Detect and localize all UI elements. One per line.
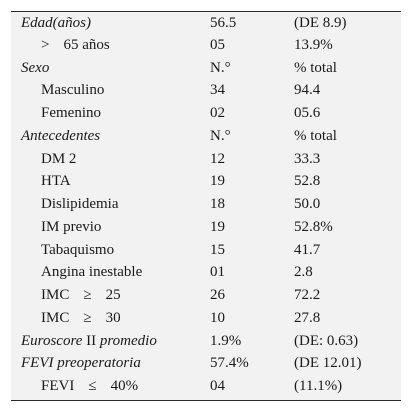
data-table [11, 11, 401, 401]
table-row-antecedentes-header [11, 125, 401, 147]
row-label-prefix: FEVI [41, 378, 75, 394]
row-label: Masculino [41, 82, 105, 98]
column-header-percent: % total [294, 60, 337, 76]
row-extra: 27.8 [294, 310, 321, 326]
table-row-dm2 [11, 148, 401, 170]
table-row-dislipidemia [11, 193, 401, 215]
column-header-n: N.° [210, 60, 231, 76]
row-extra: 13.9% [294, 37, 333, 53]
row-label-text: 30 [105, 310, 121, 326]
row-extra: 05.6 [294, 105, 321, 121]
column-header-n: N.° [210, 128, 231, 144]
table-row-masculino [11, 79, 401, 101]
row-label: FEVI preoperatoria [21, 355, 141, 371]
row-value: 18 [210, 196, 225, 212]
row-extra: 50.0 [294, 196, 321, 212]
row-label [41, 284, 121, 306]
table-row-angina-inestable [11, 261, 401, 283]
row-label-italic: Euroscore [21, 333, 83, 349]
table-row-tabaquismo [11, 239, 401, 261]
table-row-imc-25 [11, 284, 401, 306]
row-label-italic: promedio [99, 333, 157, 349]
row-value: 19 [210, 219, 225, 235]
row-label-text: 40% [110, 378, 139, 394]
row-label [41, 34, 110, 56]
table-row-sexo-header [11, 57, 401, 79]
row-value: 57.4% [210, 355, 249, 371]
row-extra: (DE 12.01) [294, 355, 362, 371]
row-value: 19 [210, 173, 225, 189]
row-label: Dislipidemia [41, 196, 119, 212]
row-label: Edad(años) [21, 15, 91, 31]
table-bottom-rule [11, 400, 401, 401]
row-label: DM 2 [41, 151, 77, 167]
row-extra: 94.4 [294, 82, 321, 98]
row-extra: 52.8 [294, 173, 321, 189]
row-value: 02 [210, 105, 225, 121]
row-value: 01 [210, 264, 225, 280]
table-row-femenino [11, 102, 401, 124]
row-label-plain: II [82, 333, 100, 349]
section-label: Sexo [21, 60, 50, 76]
row-value: 1.9% [210, 333, 242, 349]
section-label: Antecedentes [21, 128, 101, 144]
greater-than-symbol: > [41, 37, 50, 53]
row-label-text: 65 años [63, 37, 110, 53]
row-extra: 52.8% [294, 219, 333, 235]
column-header-percent: % total [294, 128, 337, 144]
row-value: 05 [210, 37, 225, 53]
less-equal-symbol: ≤ [88, 378, 97, 394]
row-value: 04 [210, 378, 225, 394]
row-label: Angina inestable [41, 264, 143, 280]
row-value: 10 [210, 310, 225, 326]
row-value: 15 [210, 242, 225, 258]
row-label-text: 25 [105, 287, 121, 303]
table-row-hta [11, 170, 401, 192]
row-label-prefix: IMC [41, 310, 70, 326]
row-value: 56.5 [210, 15, 237, 31]
row-extra: 2.8 [294, 264, 313, 280]
greater-equal-symbol: ≥ [83, 287, 92, 303]
row-label [21, 330, 157, 352]
row-extra: 33.3 [294, 151, 321, 167]
table-row-imc-30 [11, 307, 401, 329]
row-label-prefix: IMC [41, 287, 70, 303]
row-extra: (11.1%) [294, 378, 343, 394]
greater-equal-symbol: ≥ [83, 310, 92, 326]
table-row-fevi-40 [11, 375, 401, 397]
table-row-im-previo [11, 216, 401, 238]
row-extra: 72.2 [294, 287, 321, 303]
table-row-mayor-65 [11, 34, 401, 56]
row-label [41, 375, 138, 397]
row-value: 12 [210, 151, 225, 167]
row-value: 26 [210, 287, 225, 303]
row-label: Femenino [41, 105, 101, 121]
row-label: Tabaquismo [41, 242, 115, 258]
row-label [41, 307, 121, 329]
row-label: IM previo [41, 219, 102, 235]
table-row-fevi-preoperatoria [11, 352, 401, 374]
row-value: 34 [210, 82, 225, 98]
row-extra: (DE: 0.63) [294, 333, 359, 349]
row-extra: (DE 8.9) [294, 15, 347, 31]
row-extra: 41.7 [294, 242, 321, 258]
table-row-edad [11, 12, 401, 34]
table-row-euroscore [11, 330, 401, 352]
row-label: HTA [41, 173, 71, 189]
